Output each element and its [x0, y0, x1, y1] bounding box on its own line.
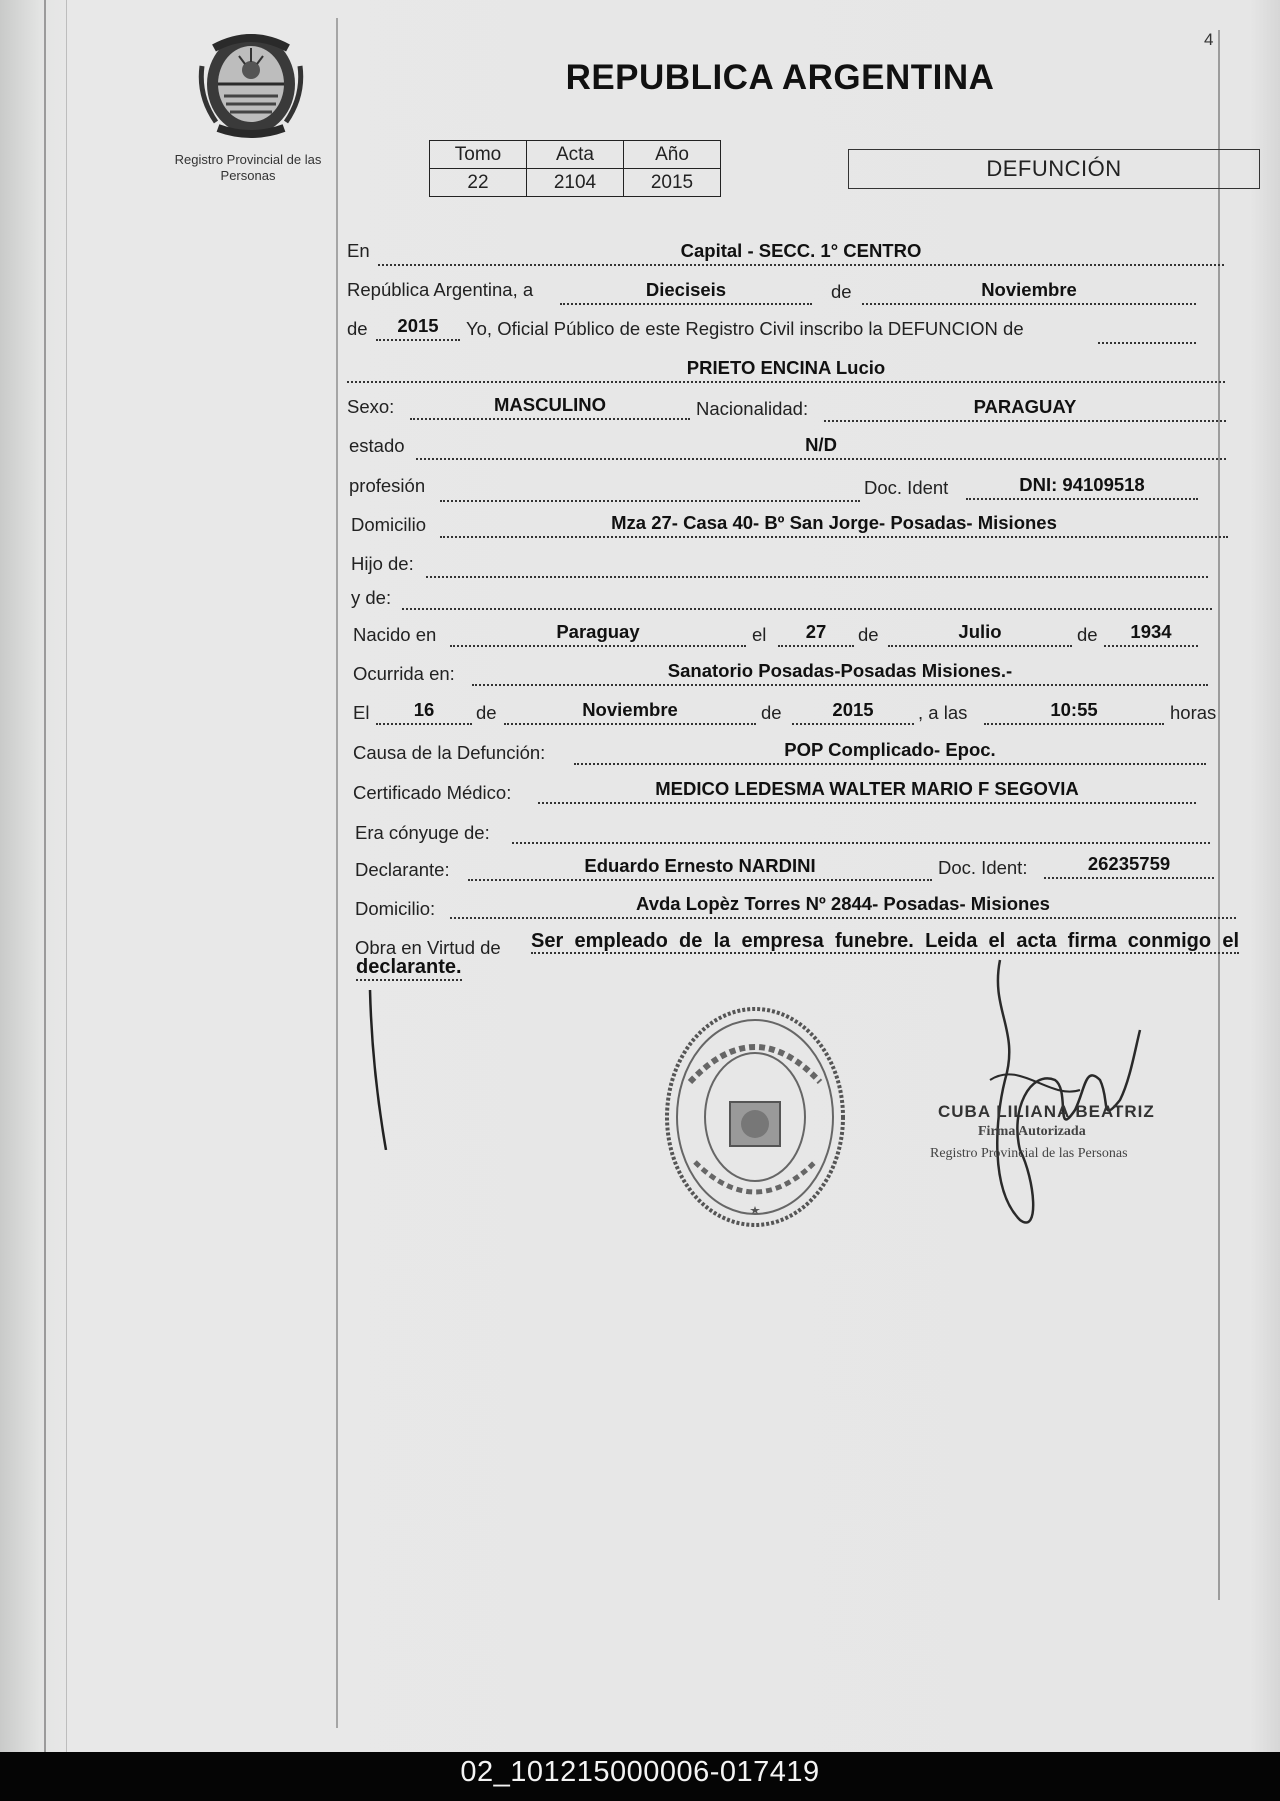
binding-line — [44, 0, 46, 1752]
spouse-value — [512, 818, 1210, 844]
label-de: de — [761, 702, 782, 723]
label-profesion: profesión — [349, 475, 426, 496]
country-title: REPUBLICA ARGENTINA — [565, 58, 995, 97]
label-de: de — [858, 624, 879, 645]
label-a-las: , a las — [918, 702, 968, 723]
label-declarante: Declarante: — [355, 859, 450, 880]
signer-role: Firma Autorizada — [978, 1124, 1086, 1139]
province-crest-icon — [194, 26, 308, 140]
label-inscription: Yo, Oficial Público de este Registro Civil inscribo la DEFUNCION de — [466, 318, 1024, 339]
label-certificado: Certificado Médico: — [353, 782, 512, 803]
official-seal-icon — [660, 1002, 850, 1232]
label-doc-ident: Doc. Ident: — [938, 857, 1028, 878]
label-nacido-en: Nacido en — [353, 624, 437, 645]
father-value — [426, 552, 1208, 578]
margin-line — [336, 18, 338, 1728]
nationality-value: PARAGUAY — [824, 396, 1226, 422]
reason-value: Ser empleado de la empresa funebre. Leida el acta firma conmigo el — [531, 930, 1239, 952]
deceased-name-value: PRIETO ENCINA Lucio — [347, 357, 1225, 383]
tomo-header: Tomo — [430, 141, 527, 169]
scan-code: 02_101215000006-017419 — [460, 1756, 820, 1788]
label-horas: horas — [1170, 702, 1217, 723]
registry-name: Registro Provincial de las Personas — [174, 152, 322, 183]
label-el: el — [752, 624, 767, 645]
acta-value: 2104 — [527, 169, 624, 197]
label-causa: Causa de la Defunción: — [353, 742, 546, 763]
label-y-de: y de: — [351, 587, 392, 608]
label-ocurrida-en: Ocurrida en: — [353, 663, 455, 684]
birth-year-value: 1934 — [1104, 621, 1198, 647]
label-nacionalidad: Nacionalidad: — [696, 398, 809, 419]
label-sexo: Sexo: — [347, 396, 395, 417]
address-value: Mza 27- Casa 40- Bº San Jorge- Posadas- Misiones — [440, 512, 1228, 538]
mother-value — [402, 584, 1212, 610]
acta-header: Acta — [527, 141, 624, 169]
birth-day-value: 27 — [778, 621, 854, 647]
label-de: de — [1077, 624, 1098, 645]
death-month-value: Noviembre — [504, 699, 756, 725]
birthplace-value: Paraguay — [450, 621, 746, 647]
death-place-value: Sanatorio Posadas-Posadas Misiones.- — [472, 660, 1208, 686]
handwritten-signature — [960, 950, 1160, 1240]
label-domicilio: Domicilio: — [355, 898, 436, 919]
declarant-value: Eduardo Ernesto NARDINI — [468, 855, 932, 881]
death-day-value: 16 — [376, 699, 472, 725]
inscription-blank — [1098, 318, 1196, 344]
label-conyuge: Era cónyuge de: — [355, 822, 490, 843]
book-reference-table — [429, 140, 721, 197]
label-de: de — [347, 318, 368, 339]
sex-value: MASCULINO — [410, 394, 690, 420]
label-obra: Obra en Virtud de — [355, 937, 501, 958]
label-el: El — [353, 702, 370, 723]
anio-value: 2015 — [624, 169, 721, 197]
declarant-doc-value: 26235759 — [1044, 853, 1214, 879]
certificate-value: MEDICO LEDESMA WALTER MARIO F SEGOVIA — [538, 778, 1196, 804]
label-hijo-de: Hijo de: — [351, 553, 414, 574]
label-estado: estado — [349, 435, 405, 456]
civil-status-value: N/D — [416, 434, 1226, 460]
month-value: Noviembre — [862, 279, 1196, 305]
year-value: 2015 — [376, 315, 460, 341]
anio-header: Año — [624, 141, 721, 169]
deceased-doc-value: DNI: 94109518 — [966, 474, 1198, 500]
declarant-address-value: Avda Lopèz Torres Nº 2844- Posadas- Misiones — [450, 893, 1236, 919]
profession-value — [440, 476, 860, 502]
death-year-value: 2015 — [792, 699, 914, 725]
signer-name: CUBA LILIANA BEATRIZ — [938, 1102, 1155, 1121]
label-doc-ident: Doc. Ident — [864, 477, 949, 498]
day-value: Dieciseis — [560, 279, 812, 305]
place-value: Capital - SECC. 1° CENTRO — [378, 240, 1224, 266]
label-de: de — [831, 281, 852, 302]
label-en: En — [347, 240, 370, 261]
label-de: de — [476, 702, 497, 723]
label-domicilio: Domicilio — [351, 514, 427, 535]
document-type-box: DEFUNCIÓN — [848, 149, 1260, 189]
reason-value-continued: declarante. — [356, 956, 462, 981]
death-time-value: 10:55 — [984, 699, 1164, 725]
birth-month-value: Julio — [888, 621, 1072, 647]
binding-line — [66, 0, 67, 1752]
signer-organization: Registro Provincial de las Personas — [930, 1146, 1128, 1161]
label-republica: República Argentina, a — [347, 279, 534, 300]
pen-stroke — [360, 990, 400, 1150]
page-number: 4 — [1204, 30, 1214, 49]
cause-value: POP Complicado- Epoc. — [574, 739, 1206, 765]
tomo-value: 22 — [430, 169, 527, 197]
